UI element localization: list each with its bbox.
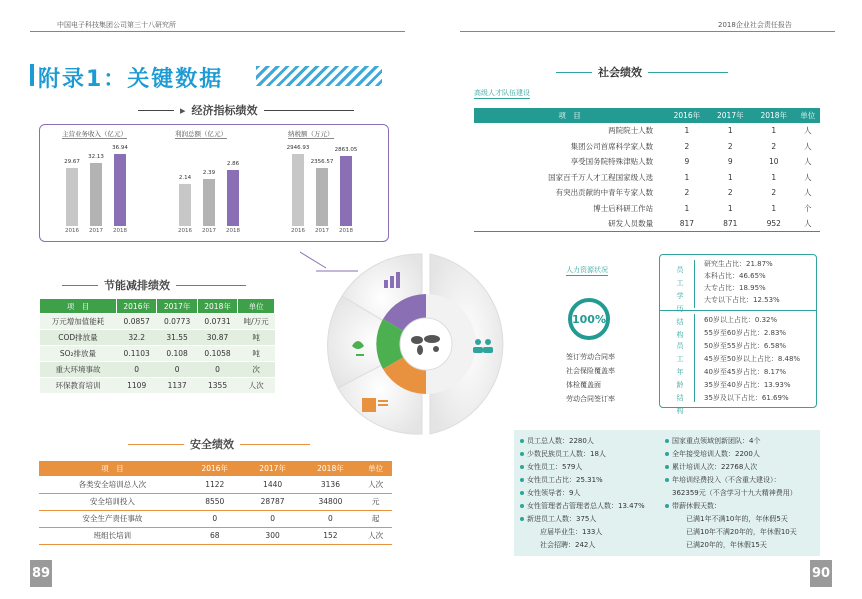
hr-label: 人力资源状况: [566, 266, 608, 274]
social-cell: 2: [684, 188, 690, 198]
social-cell: 人: [803, 188, 812, 198]
fact-text: 员工总人数：2280人: [527, 437, 594, 445]
social-cell: 1: [771, 203, 777, 213]
social-cell: 个: [803, 203, 812, 213]
edu-item: 大专以下占比：12.53%: [704, 296, 780, 304]
table-row: [39, 527, 392, 544]
talent-label: 高级人才队伍建设: [474, 89, 530, 97]
energy-cell: 吨: [238, 346, 275, 362]
social-cell: 两院院士人数: [608, 126, 654, 136]
econ-bar: [90, 163, 102, 226]
social-cell: 2: [771, 141, 777, 151]
appendix-title: 附录1：关键数据: [38, 67, 224, 92]
fact-text: 新进员工人数：375人: [527, 515, 597, 523]
econ-heading: ▸ 经济指标绩效: [138, 102, 354, 118]
fact-item: [665, 436, 760, 446]
safety-table: [39, 461, 392, 545]
edu-item: 研究生占比：21.87%: [704, 260, 773, 268]
safety-cell: 各类安全培训总人次: [39, 476, 186, 493]
social-cell: 1: [727, 126, 733, 136]
bullet-icon: [665, 465, 669, 469]
age-item: 55岁至60岁占比：2.83%: [704, 329, 787, 337]
safety-cell: 人次: [359, 476, 392, 493]
rate-1: 签订劳动合同率: [566, 353, 615, 361]
fact-text: 带薪休假天数：: [672, 502, 721, 510]
table-row: [40, 330, 275, 346]
safety-heading-text: 安全绩效: [190, 438, 234, 451]
social-cell: 817: [665, 216, 708, 232]
fact-text: 362359元（不含学习十九大精神费用）: [672, 489, 797, 497]
energy-cell: SO₂排放量: [40, 346, 117, 362]
fact-text: 应届毕业生：133人: [540, 528, 603, 536]
social-cell: 1: [684, 203, 690, 213]
table-row: [40, 346, 275, 362]
econ-chart-title: 纳税额（万元）: [288, 130, 334, 138]
age-item: 45岁至50岁以上占比：8.48%: [704, 355, 801, 363]
econ-bar: [203, 179, 215, 226]
edu-structure-label: 员工学历结构: [676, 266, 684, 339]
fact-item: [520, 501, 645, 511]
safety-cell: 起: [359, 510, 392, 527]
social-heading: [556, 64, 728, 80]
rate-3: 体检覆盖面: [566, 381, 601, 389]
age-item: 35岁及以下占比：61.69%: [704, 394, 789, 402]
safety-cell: 28787: [244, 493, 302, 510]
energy-cell: 0.0731: [197, 314, 237, 330]
econ-bar-value: 2946.93: [286, 145, 310, 151]
fact-item: [520, 462, 582, 472]
fact-item: [686, 527, 797, 537]
econ-year-label: 2017: [89, 228, 103, 234]
rate-4: 劳动合同签订率: [566, 395, 615, 403]
econ-bar-value: 29.67: [64, 159, 80, 165]
safety-cell: 安全培训投入: [39, 493, 186, 510]
social-col-header: 2016年: [665, 108, 708, 123]
safety-heading: [128, 436, 310, 452]
social-cell: 2: [727, 188, 733, 198]
safety-cell: 0: [244, 510, 302, 527]
age-item: 60岁以上占比：0.32%: [704, 316, 778, 324]
social-cell: 享受国务院特殊津贴人数: [570, 157, 654, 167]
fact-item: [665, 462, 757, 472]
table-row: [40, 314, 275, 330]
econ-bar: [316, 168, 328, 226]
table-row: [474, 185, 820, 201]
bullet-icon: [520, 517, 524, 521]
fact-item: [520, 475, 603, 485]
inner-hub: [400, 318, 452, 370]
bullet-icon: [520, 465, 524, 469]
table-row: [39, 493, 392, 510]
econ-bar-value: 2.86: [226, 161, 240, 167]
social-heading-text: 社会绩效: [598, 66, 642, 79]
energy-cell: 人次: [238, 378, 275, 394]
edu-item: 本科占比：46.65%: [704, 272, 766, 280]
age-divider: [694, 314, 695, 402]
econ-bar: [114, 154, 126, 226]
bullet-icon: [665, 452, 669, 456]
econ-year-label: 2018: [339, 228, 353, 234]
safety-cell: 1122: [186, 476, 244, 493]
bullet-icon: [520, 478, 524, 482]
fact-text: 累计培训人次：22768人次: [672, 463, 758, 471]
edu-item: 大专占比：18.95%: [704, 284, 766, 292]
fact-item: [540, 527, 602, 537]
energy-cell: 0.108: [157, 346, 197, 362]
energy-cell: COD排放量: [40, 330, 117, 346]
fact-text: 已满20年的，年休假15天: [686, 541, 767, 549]
econ-heading-text: 经济指标绩效: [191, 104, 258, 117]
safety-col-header: 2018年: [302, 461, 360, 476]
social-cell: 952: [752, 216, 795, 232]
energy-cell: 0: [157, 362, 197, 378]
energy-cell: 重大环境事故: [40, 362, 117, 378]
energy-cell: 31.55: [157, 330, 197, 346]
social-cell: 1: [771, 126, 777, 136]
bullet-icon: [520, 439, 524, 443]
table-row: [474, 201, 820, 217]
econ-year-label: 2017: [315, 228, 329, 234]
econ-year-label: 2016: [65, 228, 79, 234]
bullet-icon: [520, 452, 524, 456]
bullet-icon: [665, 439, 669, 443]
age-item: 40岁至45岁占比：8.17%: [704, 368, 787, 376]
social-cell: 人: [795, 216, 820, 232]
econ-bar: [66, 168, 78, 226]
econ-year-label: 2016: [178, 228, 192, 234]
safety-cell: 元: [359, 493, 392, 510]
social-cell: 2: [727, 141, 733, 151]
table-row: [474, 139, 820, 155]
social-cell: 1: [684, 126, 690, 136]
safety-col-header: 单位: [359, 461, 392, 476]
econ-year-label: 2018: [113, 228, 127, 234]
fact-text: 国家重点领域创新团队：4个: [672, 437, 761, 445]
econ-bar-value: 2.14: [178, 175, 192, 181]
social-cell: 集团公司首席科学家人数: [570, 141, 654, 151]
energy-cell: 1137: [157, 378, 197, 394]
bullet-icon: [520, 504, 524, 508]
age-structure-label: 员工年龄结构: [676, 342, 684, 415]
econ-year-label: 2017: [202, 228, 216, 234]
social-col-header: 2017年: [709, 108, 752, 123]
energy-cell: 1109: [116, 378, 156, 394]
energy-heading: [62, 277, 246, 293]
header-left-title: 中国电子科技集团公司第三十八研究所: [57, 21, 176, 29]
social-table: [474, 108, 820, 232]
energy-cell: 吨/万元: [238, 314, 275, 330]
energy-cell: 0.1058: [197, 346, 237, 362]
energy-cell: 0: [116, 362, 156, 378]
safety-cell: 300: [244, 527, 302, 544]
fact-item: [665, 475, 781, 485]
table-row: [474, 154, 820, 170]
rate-2: 社会保险覆盖率: [566, 367, 615, 375]
econ-bar-value: 2356.57: [310, 159, 334, 165]
fact-text: 已满1年不满10年的，年休假5天: [686, 515, 788, 523]
econ-bar: [227, 170, 239, 226]
social-cell: 1: [684, 172, 690, 182]
safety-col-header: 2017年: [244, 461, 302, 476]
social-cell: 1: [727, 172, 733, 182]
energy-cell: 万元增加值能耗: [40, 314, 117, 330]
energy-cell: 1355: [197, 378, 237, 394]
social-cell: 有突出贡献的中青年专家人数: [555, 188, 654, 198]
fact-item: [665, 449, 760, 459]
econ-bar-value: 2.39: [202, 170, 216, 176]
social-cell: 9: [684, 157, 690, 167]
social-cell: 人: [803, 126, 812, 136]
safety-cell: 8550: [186, 493, 244, 510]
age-item: 50岁至55岁占比：6.58%: [704, 342, 787, 350]
table-row: [474, 123, 820, 139]
energy-cell: 次: [238, 362, 275, 378]
table-row: [474, 170, 820, 186]
social-cell: 1: [727, 203, 733, 213]
table-row: [40, 362, 275, 378]
energy-col-header: 2017年: [157, 299, 197, 314]
fact-text: 少数民族员工人数：18人: [527, 450, 606, 458]
fact-text: 女性员工：579人: [527, 463, 583, 471]
social-cell: 9: [727, 157, 733, 167]
table-row: [40, 378, 275, 394]
header-right-line: [460, 31, 835, 32]
safety-cell: 人次: [359, 527, 392, 544]
energy-cell: 30.87: [197, 330, 237, 346]
energy-cell: 0.0773: [157, 314, 197, 330]
econ-year-label: 2016: [291, 228, 305, 234]
safety-cell: 0: [302, 510, 360, 527]
fact-item: [672, 488, 797, 498]
table-row: [39, 510, 392, 527]
econ-chart-title: 主营业务收入（亿元）: [62, 130, 127, 138]
fact-item: [520, 514, 596, 524]
social-cell: 国家百千万人才工程国家级人选: [548, 172, 654, 182]
econ-year-label: 2018: [226, 228, 240, 234]
fact-item: [520, 488, 580, 498]
energy-cell: 环保教育培训: [40, 378, 117, 394]
fact-text: 女性员工占比：25.31%: [527, 476, 603, 484]
header-right-title: 2018企业社会责任报告: [718, 21, 792, 29]
social-cell: 10: [768, 157, 779, 167]
econ-bar: [340, 156, 352, 226]
energy-col-header: 单位: [238, 299, 275, 314]
econ-bar-value: 32.13: [88, 154, 104, 160]
social-col-header: 2018年: [752, 108, 795, 123]
safety-cell: 34800: [302, 493, 360, 510]
energy-col-header: 项 目: [40, 299, 117, 314]
social-cell: 人: [803, 157, 812, 167]
energy-cell: 0.0857: [116, 314, 156, 330]
page-number-left: 89: [30, 560, 52, 587]
social-cell: 871: [709, 216, 752, 232]
energy-cell: 32.2: [116, 330, 156, 346]
energy-cell: 吨: [238, 330, 275, 346]
fact-text: 年培训经费投入（不含重大建设）：: [672, 476, 781, 484]
fact-text: 社会招聘：242人: [540, 541, 596, 549]
fact-item: [520, 449, 606, 459]
energy-col-header: 2018年: [197, 299, 237, 314]
energy-col-header: 2016年: [116, 299, 156, 314]
social-cell: 2: [771, 188, 777, 198]
fact-item: [686, 540, 767, 550]
econ-bar-value: 2863.05: [334, 147, 358, 153]
safety-cell: 68: [186, 527, 244, 544]
table-row: [39, 476, 392, 493]
fact-text: 全年接受培训人数：2200人: [672, 450, 760, 458]
energy-table: [39, 298, 275, 394]
energy-heading-text: 节能减排绩效: [104, 279, 170, 292]
social-cell: 2: [684, 141, 690, 151]
bullet-icon: [665, 478, 669, 482]
econ-bar: [179, 184, 191, 226]
safety-cell: 152: [302, 527, 360, 544]
title-accent-bar: [30, 64, 34, 86]
fact-item: [520, 436, 594, 446]
safety-col-header: 项 目: [39, 461, 186, 476]
fact-text: 已满10年不满20年的，年休假10天: [686, 528, 797, 536]
social-cell: 人: [803, 141, 812, 151]
safety-cell: 3136: [302, 476, 360, 493]
fact-item: [665, 501, 721, 511]
bullet-icon: [665, 504, 669, 508]
table-row: [474, 216, 820, 232]
social-col-header: 单位: [795, 108, 820, 123]
safety-cell: 0: [186, 510, 244, 527]
fact-item: [686, 514, 788, 524]
bullet-icon: [520, 491, 524, 495]
percent-circle: 100%: [568, 298, 610, 340]
energy-cell: 0.1103: [116, 346, 156, 362]
fact-item: [540, 540, 595, 550]
connector-line-purple: [316, 255, 360, 273]
social-cell: 1: [771, 172, 777, 182]
fact-text: 女性领导者：9人: [527, 489, 581, 497]
fact-text: 女性管理者占管理者总人数：13.47%: [527, 502, 645, 510]
age-item: 35岁至40岁占比：13.93%: [704, 381, 791, 389]
header-left-line: [30, 31, 405, 32]
safety-cell: 安全生产责任事故: [39, 510, 186, 527]
safety-cell: 班组长培训: [39, 527, 186, 544]
social-cell: 人: [803, 172, 812, 182]
energy-cell: 0: [197, 362, 237, 378]
title-stripes: [256, 66, 382, 86]
econ-bar-value: 36.94: [112, 145, 128, 151]
social-cell: 博士后科研工作站: [593, 203, 654, 213]
page-number-right: 90: [810, 560, 832, 587]
econ-chart-title: 利润总额（亿元）: [175, 130, 227, 138]
econ-bar: [292, 154, 304, 226]
safety-col-header: 2016年: [186, 461, 244, 476]
safety-cell: 1440: [244, 476, 302, 493]
social-col-header: 项 目: [474, 108, 665, 123]
edu-divider: [694, 260, 695, 308]
social-cell: 研发人员数量: [474, 216, 665, 232]
